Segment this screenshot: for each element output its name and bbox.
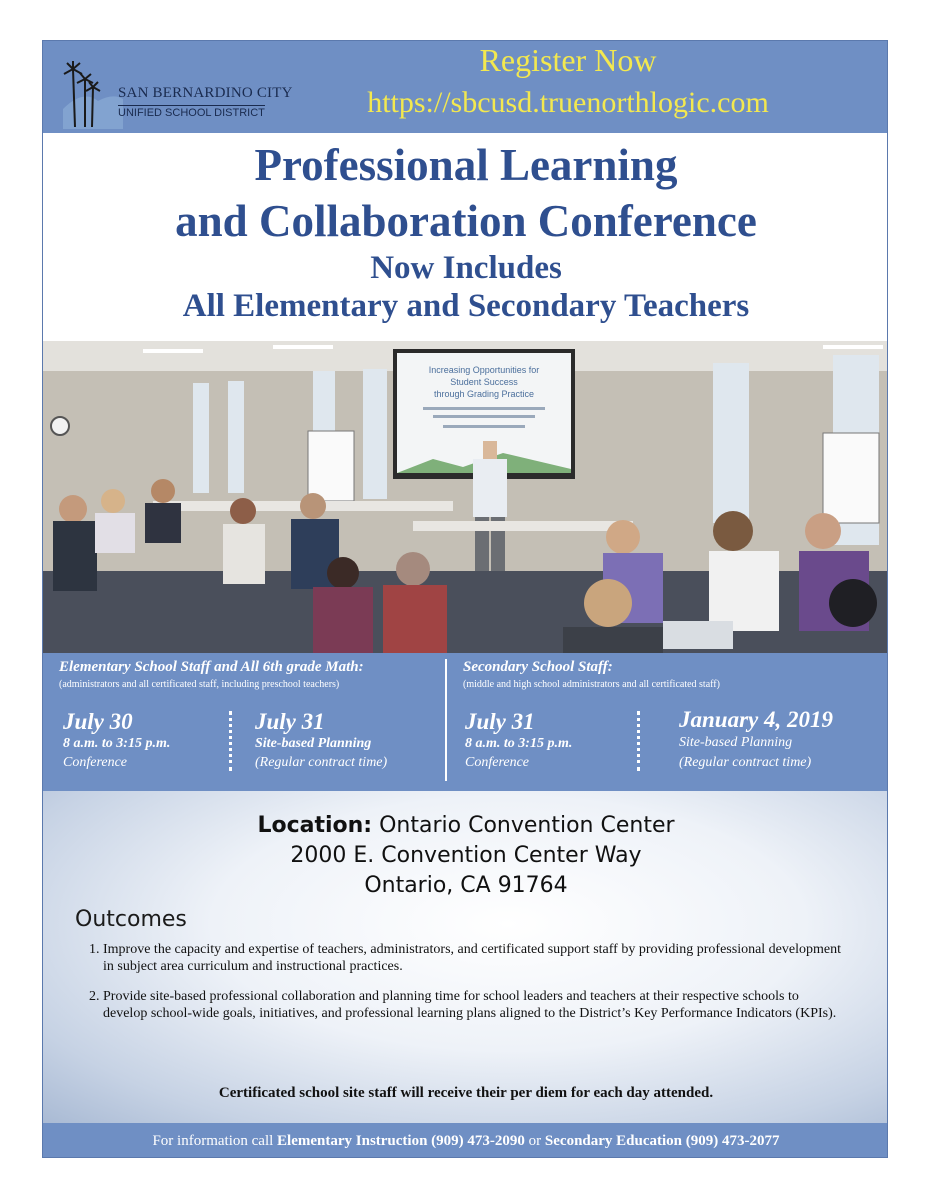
time: 8 a.m. to 3:15 p.m. [465, 736, 573, 751]
logo-subtitle: UNIFIED SCHOOL DISTRICT [118, 107, 265, 119]
section-divider [445, 659, 447, 781]
conference-photo [43, 341, 888, 653]
info-panel [43, 791, 888, 1123]
slide-line-3: through Grading Practice [433, 389, 535, 399]
location-label: Location: [257, 813, 373, 838]
elementary-contact: Elementary Instruction (909) 473-2090 [277, 1133, 525, 1149]
footer-joiner: or [528, 1133, 542, 1149]
title-line-1: Professional Learning [254, 140, 678, 190]
footer [43, 1123, 888, 1158]
outcome-item: 2. Provide site-based professional collaboration and planning time for school leaders and teachers at their respective schools to develop school-wide goals, initiatives, and professional learning plans aligned to the District’s Key Performance Indicators (KPIs). [103, 988, 843, 1022]
event-type: Conference [465, 755, 530, 770]
date: July 31 [255, 709, 325, 734]
location-city: Ontario, CA 91764 [364, 873, 568, 898]
date: July 30 [63, 709, 133, 734]
secondary-day-2 [679, 707, 833, 773]
header [43, 41, 888, 133]
location-name: Ontario Convention Center [379, 813, 675, 838]
date: January 4, 2019 [679, 707, 833, 732]
dotted-divider [229, 711, 235, 771]
location-street: 2000 E. Convention Center Way [290, 843, 642, 868]
schedule-panel [43, 653, 888, 791]
title-line-2: and Collaboration Conference [175, 196, 757, 246]
elementary-subheading: (administrators and all certificated staff, including preschool teachers) [59, 679, 340, 690]
title-line-4: All Elementary and Secondary Teachers [182, 288, 750, 324]
district-logo [63, 49, 293, 129]
dotted-divider [637, 711, 643, 771]
time: Site-based Planning [255, 736, 372, 751]
secondary-contact: Secondary Education (909) 473-2077 [544, 1133, 780, 1149]
elementary-day-2 [255, 709, 387, 773]
secondary-day-1 [465, 709, 572, 773]
slide-line-2: Student Success [450, 377, 518, 387]
secondary-heading: Secondary School Staff: [463, 659, 613, 675]
per-diem-note: Certificated school site staff will receive their per diem for each day attended. [218, 1085, 714, 1101]
elementary-day-1 [63, 709, 170, 773]
register-url[interactable]: https://sbcusd.truenorthlogic.com [367, 86, 769, 119]
outcomes-heading: Outcomes [75, 907, 187, 932]
palm-trees-icon [63, 49, 123, 129]
outcome-item: 1. Improve the capacity and expertise of teachers, administrators, and certificated support staff by providing professional development in subject area curriculum and instructional practices. [103, 941, 843, 975]
conference-photo-illustration [43, 341, 888, 653]
outcomes-list [85, 941, 843, 1035]
register-label: Register Now [479, 42, 657, 78]
event-type: Conference [63, 755, 128, 770]
time: Site-based Planning [679, 735, 793, 750]
title-line-3: Now Includes [370, 250, 562, 286]
location-block [43, 811, 888, 901]
footer-prefix: For information call [152, 1133, 274, 1149]
event-type: (Regular contract time) [255, 755, 388, 770]
date: July 31 [465, 709, 535, 734]
elementary-heading: Elementary School Staff and All 6th grade Math: [59, 659, 364, 675]
register-block [343, 41, 793, 127]
logo-title: SAN BERNARDINO CITY [118, 85, 293, 101]
title-panel [43, 133, 888, 341]
flyer [42, 40, 888, 1158]
slide-line-1: Increasing Opportunities for [428, 365, 540, 375]
secondary-subheading: (middle and high school administrators and all certificated staff) [463, 679, 720, 690]
time: 8 a.m. to 3:15 p.m. [63, 736, 171, 751]
event-type: (Regular contract time) [679, 755, 812, 770]
